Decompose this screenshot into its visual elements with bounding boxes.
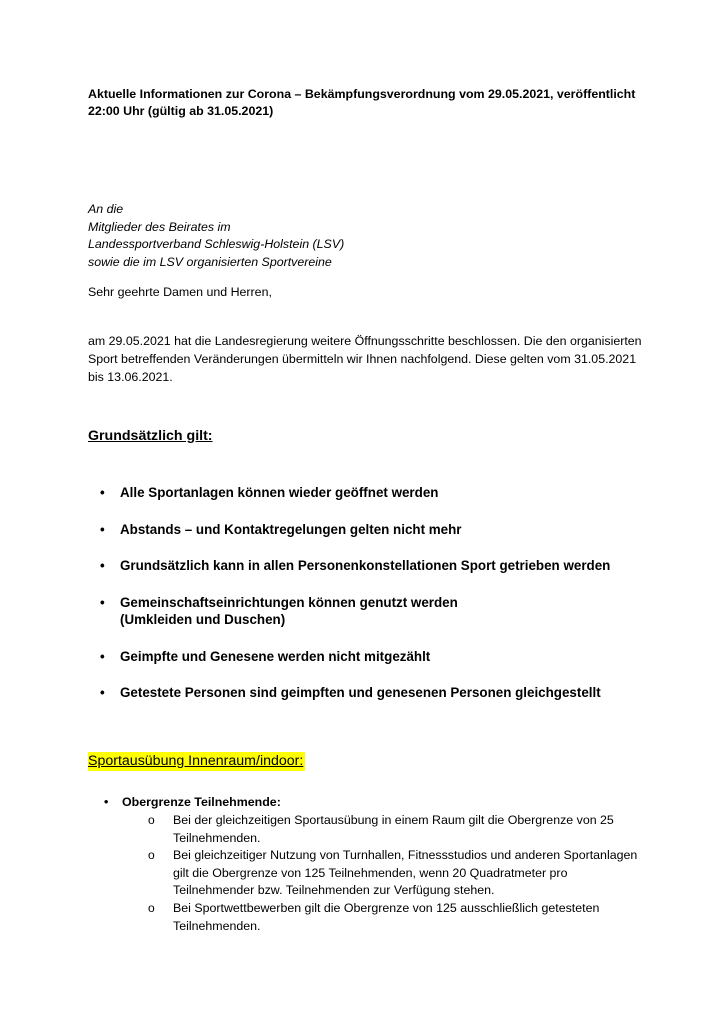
paragraph-line: am 29.05.2021 hat die Landesregierung weitere Öffnungsschritte beschlossen. Die den organisierten [88,334,642,348]
bullet-icon: • [100,522,105,537]
section-heading-general: Grundsätzlich gilt: [88,428,213,444]
paragraph-line: Sport betreffenden Veränderungen übermitteln wir Ihnen nachfolgend. Diese gelten vom 31.05.2021 [88,352,637,366]
address-line: sowie die im LSV organisierten Sportvereine [88,254,332,269]
title-line: Aktuelle Informationen zur Corona – Bekämpfungsverordnung vom 29.05.2021, veröffentlicht [88,87,636,101]
document-title [88,86,648,120]
intro-paragraph [88,332,648,386]
address-line: An die [88,202,124,216]
salutation: Sehr geehrte Damen und Herren, [88,285,272,299]
document-page: Aktuelle Informationen zur Corona – Bekämpfungsverordnung vom 29.05.2021, veröffentlicht 22:00 Uhr (gültig ab 31.05.2021) An die Mitglieder des Beirates im Landessportverband Schleswig-Holstein (LSV) sowie die im LSV organisierten Sportvereine Sehr geehrte Damen und Herren, am 29.05.2021 hat die Landesregierung weitere Öffnungsschritte beschlossen. Die den organisierten Sport betreffenden Veränderungen übermitteln wir Ihnen nachfolgend. Diese gelten vom 31.05.2021 bis 13.06.2021. Grundsätzlich gilt: • Alle Sportanlagen können wieder geöffnet werden • Abstands – und Kontaktregelungen gelten nicht mehr • Grundsätzlich kann in allen Personenkonstellationen Sport getrieben werden • Gemeinschaftseinrichtungen können genutzt werden (Umkleiden und Duschen) • Geimpfte und Genesene werden nicht mitgezählt • Getestete Personen sind geimpften und genesenen Personen gleichgestellt Sportausübung Innenraum/indoor: • Obergrenze Teilnehmende: o Bei der gleichzeitigen Sportausübung in einem Raum gilt die Obergrenze von 25 Teilnehmenden. o Bei gleichzeitiger Nutzung von Turnhallen, Fitnessstudios und anderen Sportanlagen gilt die Obergrenze von 125 Teilnehmenden, wenn 20 Quadratmeter pro Teilnehmender bzw. Teilnehmenden zur Verfügung stehen. o Bei Sportwettbewerben gilt die Obergrenze von 125 ausschließlich getesteten Teilnehmenden. [0,0,724,1024]
bullet-icon: • [104,795,109,809]
address-line: Landessportverband Schleswig-Holstein (LSV) [88,237,345,252]
title-line: 22:00 Uhr (gültig ab 31.05.2021) [88,104,274,118]
bullet-icon: • [100,685,105,700]
section-heading-indoor [88,753,305,769]
address-line: Mitglieder des Beirates im [88,219,231,234]
circle-bullet-icon: o [148,848,155,862]
recipient-address [88,201,508,271]
paragraph-line: bis 13.06.2021. [88,370,173,384]
bullet-icon: • [100,485,105,500]
bullet-icon: • [100,558,105,573]
circle-bullet-icon: o [148,813,155,827]
highlighted-heading: Sportausübung Innenraum/indoor: [88,753,304,769]
bullet-icon: • [100,649,105,664]
bullet-icon: • [100,595,105,610]
circle-bullet-icon: o [148,901,155,915]
